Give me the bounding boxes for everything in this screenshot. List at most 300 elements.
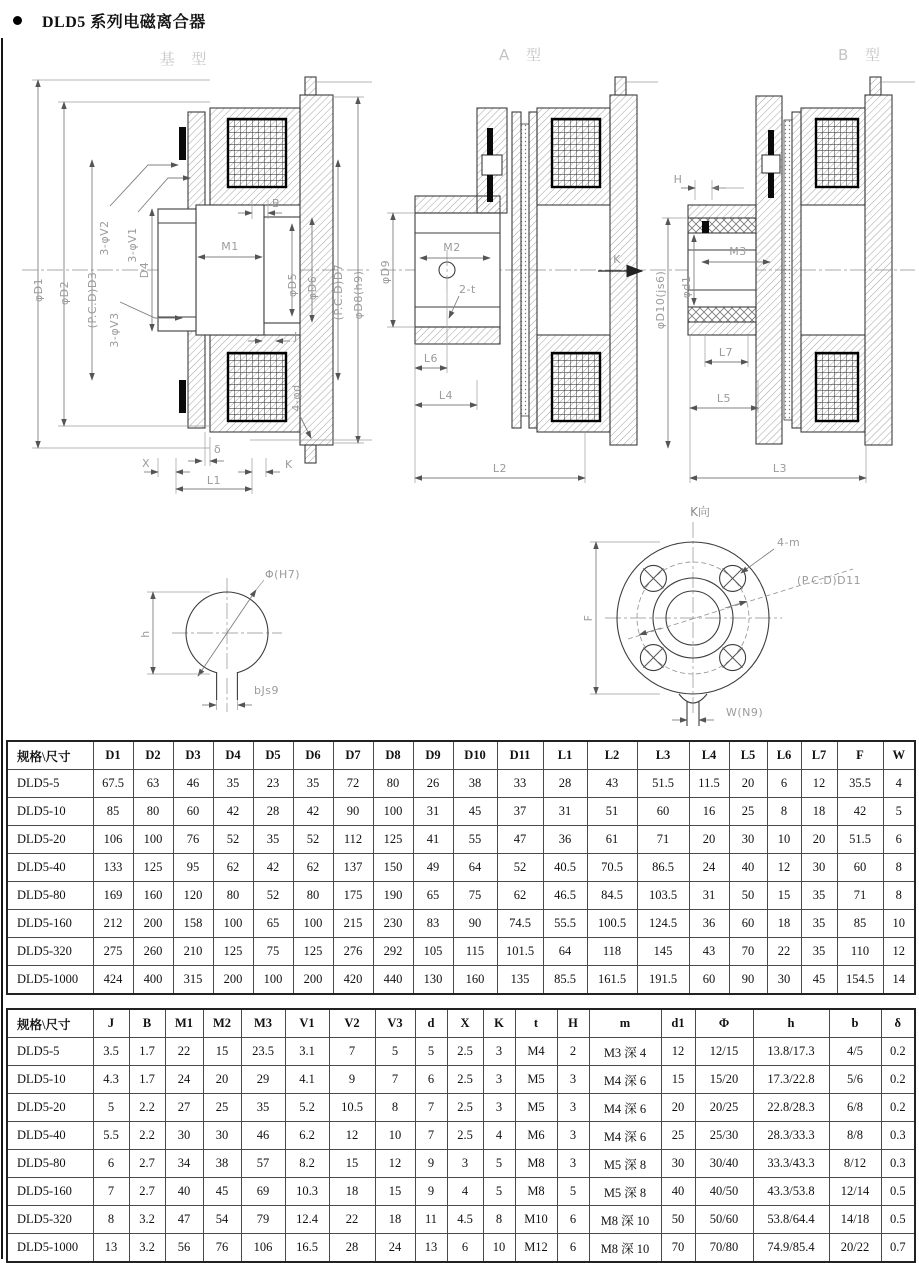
value-cell: 55.5 bbox=[543, 910, 587, 938]
value-cell: 8 bbox=[883, 882, 915, 910]
value-cell: 25 bbox=[729, 798, 767, 826]
header-cell: K bbox=[483, 1009, 515, 1038]
value-cell: 158 bbox=[173, 910, 213, 938]
value-cell: 6 bbox=[557, 1206, 589, 1234]
dim-label-phiD8: φD8(h9) bbox=[352, 270, 365, 320]
header-cell: B bbox=[129, 1009, 165, 1038]
dim-label-phiD6: φD6 bbox=[306, 275, 319, 301]
value-cell: 160 bbox=[133, 882, 173, 910]
value-cell: 42 bbox=[837, 798, 883, 826]
value-cell: 118 bbox=[587, 938, 637, 966]
value-cell: 6 bbox=[415, 1066, 447, 1094]
value-cell: 3.2 bbox=[129, 1234, 165, 1263]
value-cell: 30 bbox=[729, 826, 767, 854]
value-cell: 100 bbox=[213, 910, 253, 938]
table-row bbox=[7, 910, 915, 938]
spec-cell: DLD5-20 bbox=[7, 1094, 93, 1122]
table-row bbox=[7, 1150, 915, 1178]
value-cell: 4.1 bbox=[285, 1066, 329, 1094]
header-cell: D6 bbox=[293, 741, 333, 770]
header-cell: d1 bbox=[661, 1009, 695, 1038]
spec-cell: DLD5-80 bbox=[7, 882, 93, 910]
value-cell: 85 bbox=[93, 798, 133, 826]
value-cell: 51.5 bbox=[837, 826, 883, 854]
value-cell: 80 bbox=[133, 798, 173, 826]
value-cell: 62 bbox=[497, 882, 543, 910]
value-cell: 49 bbox=[413, 854, 453, 882]
value-cell: 40 bbox=[165, 1178, 203, 1206]
value-cell: 60 bbox=[173, 798, 213, 826]
value-cell: 106 bbox=[93, 826, 133, 854]
dim-label-k: K bbox=[285, 458, 293, 471]
value-cell: 23.5 bbox=[241, 1038, 285, 1066]
value-cell: 6 bbox=[557, 1234, 589, 1263]
value-cell: M12 bbox=[515, 1234, 557, 1263]
spec-cell: DLD5-1000 bbox=[7, 1234, 93, 1263]
value-cell: 13.8/17.3 bbox=[753, 1038, 829, 1066]
header-cell: t bbox=[515, 1009, 557, 1038]
spec-cell: DLD5-160 bbox=[7, 1178, 93, 1206]
value-cell: 35.5 bbox=[837, 770, 883, 798]
value-cell: 15/20 bbox=[695, 1066, 753, 1094]
value-cell: 38 bbox=[203, 1150, 241, 1178]
table-row bbox=[7, 1206, 915, 1234]
value-cell: 5 bbox=[93, 1094, 129, 1122]
value-cell: 3 bbox=[447, 1150, 483, 1178]
value-cell: M8 bbox=[515, 1178, 557, 1206]
value-cell: 0.5 bbox=[881, 1206, 915, 1234]
a-type-caption: A 型 bbox=[498, 46, 548, 64]
value-cell: 4.5 bbox=[447, 1206, 483, 1234]
value-cell: 25 bbox=[661, 1122, 695, 1150]
a-rotor-arm bbox=[477, 108, 507, 213]
dim-label-wN9: W(N9) bbox=[726, 706, 764, 719]
value-cell: 22 bbox=[165, 1038, 203, 1066]
value-cell: 7 bbox=[329, 1038, 375, 1066]
value-cell: 31 bbox=[543, 798, 587, 826]
value-cell: 125 bbox=[213, 938, 253, 966]
value-cell: 28 bbox=[329, 1234, 375, 1263]
value-cell: 33.3/43.3 bbox=[753, 1150, 829, 1178]
value-cell: 100.5 bbox=[587, 910, 637, 938]
value-cell: 40/50 bbox=[695, 1178, 753, 1206]
value-cell: 35 bbox=[801, 882, 837, 910]
dim-label-pcdD7: (P.C.D)D7 bbox=[332, 263, 345, 321]
value-cell: 5.2 bbox=[285, 1094, 329, 1122]
value-cell: 67.5 bbox=[93, 770, 133, 798]
header-cell: D1 bbox=[93, 741, 133, 770]
value-cell: 0.3 bbox=[881, 1122, 915, 1150]
value-cell: 150 bbox=[373, 854, 413, 882]
value-cell: 14/18 bbox=[829, 1206, 881, 1234]
value-cell: 15 bbox=[203, 1038, 241, 1066]
header-cell: M1 bbox=[165, 1009, 203, 1038]
value-cell: 210 bbox=[173, 938, 213, 966]
value-cell: 45 bbox=[203, 1178, 241, 1206]
table-row bbox=[7, 1038, 915, 1066]
value-cell: 424 bbox=[93, 966, 133, 995]
dim-label-k-arrow: K bbox=[613, 253, 621, 266]
value-cell: 90 bbox=[453, 910, 497, 938]
value-cell: 2.5 bbox=[447, 1094, 483, 1122]
value-cell: 24 bbox=[375, 1234, 415, 1263]
value-cell: 18 bbox=[801, 798, 837, 826]
value-cell: 43 bbox=[587, 770, 637, 798]
dim-label-phiD10: φD10(js6) bbox=[654, 270, 667, 330]
value-cell: 75 bbox=[453, 882, 497, 910]
value-cell: 31 bbox=[413, 798, 453, 826]
header-cell: D7 bbox=[333, 741, 373, 770]
value-cell: 80 bbox=[373, 770, 413, 798]
value-cell: 46 bbox=[241, 1122, 285, 1150]
value-cell: 5 bbox=[375, 1038, 415, 1066]
value-cell: 80 bbox=[293, 882, 333, 910]
value-cell: 2 bbox=[557, 1038, 589, 1066]
value-cell: 4 bbox=[447, 1178, 483, 1206]
value-cell: M5 bbox=[515, 1094, 557, 1122]
value-cell: 3 bbox=[557, 1094, 589, 1122]
value-cell: 51.5 bbox=[637, 770, 689, 798]
value-cell: 7 bbox=[375, 1066, 415, 1094]
dim-label-phiD2: φD2 bbox=[58, 280, 71, 306]
value-cell: 8 bbox=[483, 1206, 515, 1234]
dim-label-4m: 4-m bbox=[777, 536, 801, 549]
value-cell: 8/12 bbox=[829, 1150, 881, 1178]
spec-cell: DLD5-20 bbox=[7, 826, 93, 854]
header-cell: D8 bbox=[373, 741, 413, 770]
header-cell: M3 bbox=[241, 1009, 285, 1038]
value-cell: 12 bbox=[801, 770, 837, 798]
value-cell: 124.5 bbox=[637, 910, 689, 938]
value-cell: 2.2 bbox=[129, 1122, 165, 1150]
value-cell: 24 bbox=[165, 1066, 203, 1094]
base-type-caption: 基 型 bbox=[159, 50, 213, 68]
value-cell: 29 bbox=[241, 1066, 285, 1094]
value-cell: 40.5 bbox=[543, 854, 587, 882]
dim-label-l3: L3 bbox=[772, 462, 788, 475]
value-cell: 5 bbox=[415, 1038, 447, 1066]
value-cell: 28 bbox=[543, 770, 587, 798]
value-cell: 8 bbox=[883, 854, 915, 882]
value-cell: 10 bbox=[883, 910, 915, 938]
keyway-detail-drawing bbox=[139, 568, 300, 712]
dim-label-v1: 3-φV1 bbox=[126, 227, 139, 263]
header-cell: L5 bbox=[729, 741, 767, 770]
value-cell: 40 bbox=[661, 1178, 695, 1206]
value-cell: 9 bbox=[415, 1150, 447, 1178]
value-cell: 13 bbox=[415, 1234, 447, 1263]
value-cell: 3 bbox=[483, 1066, 515, 1094]
value-cell: 45 bbox=[453, 798, 497, 826]
value-cell: 42 bbox=[213, 798, 253, 826]
value-cell: 20 bbox=[661, 1094, 695, 1122]
value-cell: 145 bbox=[637, 938, 689, 966]
value-cell: M5 深 8 bbox=[589, 1150, 661, 1178]
value-cell: 84.5 bbox=[587, 882, 637, 910]
value-cell: 20 bbox=[689, 826, 729, 854]
dim-label-b: B bbox=[272, 197, 281, 210]
value-cell: 2.5 bbox=[447, 1122, 483, 1150]
header-cell: W bbox=[883, 741, 915, 770]
value-cell: 169 bbox=[93, 882, 133, 910]
page-title: DLD5 系列电磁离合器 bbox=[42, 14, 206, 31]
value-cell: 50 bbox=[729, 882, 767, 910]
value-cell: 14 bbox=[883, 966, 915, 995]
a-coil-housing bbox=[537, 77, 658, 445]
dim-label-f: F bbox=[582, 614, 595, 622]
table-row bbox=[7, 798, 915, 826]
value-cell: 292 bbox=[373, 938, 413, 966]
value-cell: 5 bbox=[483, 1150, 515, 1178]
value-cell: 13 bbox=[93, 1234, 129, 1263]
dim-label-2t: 2-t bbox=[459, 283, 476, 296]
value-cell: 15 bbox=[375, 1178, 415, 1206]
value-cell: 36 bbox=[689, 910, 729, 938]
table-row bbox=[7, 882, 915, 910]
value-cell: 56 bbox=[165, 1234, 203, 1263]
value-cell: 7 bbox=[415, 1122, 447, 1150]
value-cell: 10 bbox=[483, 1234, 515, 1263]
value-cell: 2.2 bbox=[129, 1094, 165, 1122]
value-cell: 17.3/22.8 bbox=[753, 1066, 829, 1094]
value-cell: 5 bbox=[483, 1178, 515, 1206]
value-cell: 35 bbox=[801, 910, 837, 938]
value-cell: 133 bbox=[93, 854, 133, 882]
value-cell: M5 深 8 bbox=[589, 1178, 661, 1206]
value-cell: 16.5 bbox=[285, 1234, 329, 1263]
value-cell: 71 bbox=[637, 826, 689, 854]
value-cell: 135 bbox=[497, 966, 543, 995]
value-cell: M8 bbox=[515, 1150, 557, 1178]
spec-cell: DLD5-5 bbox=[7, 1038, 93, 1066]
k-view-caption: K向 bbox=[690, 505, 710, 519]
dim-label-delta: δ bbox=[214, 443, 222, 456]
value-cell: 35 bbox=[241, 1094, 285, 1122]
value-cell: 26 bbox=[413, 770, 453, 798]
value-cell: 200 bbox=[213, 966, 253, 995]
spec-cell: DLD5-10 bbox=[7, 1066, 93, 1094]
value-cell: 20 bbox=[801, 826, 837, 854]
value-cell: 5/6 bbox=[829, 1066, 881, 1094]
value-cell: 230 bbox=[373, 910, 413, 938]
value-cell: 63 bbox=[133, 770, 173, 798]
value-cell: 9 bbox=[329, 1066, 375, 1094]
value-cell: 83 bbox=[413, 910, 453, 938]
value-cell: 40 bbox=[729, 854, 767, 882]
bolt-hole bbox=[720, 565, 746, 591]
value-cell: 161.5 bbox=[587, 966, 637, 995]
value-cell: 276 bbox=[333, 938, 373, 966]
spec-cell: DLD5-160 bbox=[7, 910, 93, 938]
value-cell: 52 bbox=[497, 854, 543, 882]
header-cell: D2 bbox=[133, 741, 173, 770]
value-cell: M4 深 6 bbox=[589, 1066, 661, 1094]
value-cell: 70/80 bbox=[695, 1234, 753, 1263]
dim-label-x: X bbox=[141, 457, 151, 470]
value-cell: 2.7 bbox=[129, 1178, 165, 1206]
value-cell: 95 bbox=[173, 854, 213, 882]
value-cell: 30/40 bbox=[695, 1150, 753, 1178]
b-disc-stack bbox=[756, 96, 801, 444]
value-cell: 46 bbox=[173, 770, 213, 798]
table-row bbox=[7, 1234, 915, 1263]
value-cell: 70 bbox=[729, 938, 767, 966]
value-cell: 42 bbox=[293, 798, 333, 826]
value-cell: 120 bbox=[173, 882, 213, 910]
header-cell: M2 bbox=[203, 1009, 241, 1038]
value-cell: 160 bbox=[453, 966, 497, 995]
value-cell: 60 bbox=[729, 910, 767, 938]
dim-label-m3: M3 bbox=[729, 245, 747, 258]
value-cell: 71 bbox=[837, 882, 883, 910]
value-cell: 215 bbox=[333, 910, 373, 938]
value-cell: M8 深 10 bbox=[589, 1206, 661, 1234]
value-cell: 38 bbox=[453, 770, 497, 798]
dim-label-phid: 4-φd bbox=[290, 384, 303, 412]
header-cell: b bbox=[829, 1009, 881, 1038]
value-cell: 52 bbox=[253, 882, 293, 910]
value-cell: 103.5 bbox=[637, 882, 689, 910]
spec-cell: DLD5-320 bbox=[7, 938, 93, 966]
header-cell: V2 bbox=[329, 1009, 375, 1038]
value-cell: 47 bbox=[497, 826, 543, 854]
value-cell: 54 bbox=[203, 1206, 241, 1234]
header-cell: X bbox=[447, 1009, 483, 1038]
value-cell: 3 bbox=[557, 1066, 589, 1094]
header-cell: 规格\尺寸 bbox=[7, 741, 93, 770]
value-cell: 101.5 bbox=[497, 938, 543, 966]
table-row bbox=[7, 1122, 915, 1150]
value-cell: 50 bbox=[661, 1206, 695, 1234]
value-cell: 420 bbox=[333, 966, 373, 995]
value-cell: 12 bbox=[767, 854, 801, 882]
value-cell: 8 bbox=[767, 798, 801, 826]
table-row bbox=[7, 1066, 915, 1094]
value-cell: 115 bbox=[453, 938, 497, 966]
value-cell: 125 bbox=[293, 938, 333, 966]
dim-label-l6: L6 bbox=[423, 352, 439, 365]
spec-cell: DLD5-40 bbox=[7, 854, 93, 882]
header-cell: 规格\尺寸 bbox=[7, 1009, 93, 1038]
value-cell: 130 bbox=[413, 966, 453, 995]
value-cell: 22 bbox=[767, 938, 801, 966]
value-cell: 0.2 bbox=[881, 1066, 915, 1094]
header-cell: h bbox=[753, 1009, 829, 1038]
table-row bbox=[7, 826, 915, 854]
header-cell: L1 bbox=[543, 741, 587, 770]
value-cell: 52 bbox=[293, 826, 333, 854]
value-cell: 76 bbox=[203, 1234, 241, 1263]
header-cell: Φ bbox=[695, 1009, 753, 1038]
value-cell: 3 bbox=[483, 1094, 515, 1122]
value-cell: 2.7 bbox=[129, 1150, 165, 1178]
value-cell: 28 bbox=[253, 798, 293, 826]
value-cell: 440 bbox=[373, 966, 413, 995]
dim-label-h-key: h bbox=[139, 630, 152, 638]
dim-label-l1: L1 bbox=[206, 474, 222, 487]
value-cell: 27 bbox=[165, 1094, 203, 1122]
value-cell: 18 bbox=[375, 1206, 415, 1234]
value-cell: M4 bbox=[515, 1038, 557, 1066]
dim-label-pcdD3: (P.C.D)D3 bbox=[86, 271, 99, 329]
value-cell: 75 bbox=[253, 938, 293, 966]
value-cell: 16 bbox=[689, 798, 729, 826]
value-cell: 74.5 bbox=[497, 910, 543, 938]
table-row bbox=[7, 1094, 915, 1122]
value-cell: 25/30 bbox=[695, 1122, 753, 1150]
header-cell: δ bbox=[881, 1009, 915, 1038]
value-cell: 200 bbox=[133, 910, 173, 938]
spec-cell: DLD5-80 bbox=[7, 1150, 93, 1178]
value-cell: 12/15 bbox=[695, 1038, 753, 1066]
value-cell: 0.5 bbox=[881, 1178, 915, 1206]
value-cell: 106 bbox=[241, 1234, 285, 1263]
value-cell: 12 bbox=[661, 1038, 695, 1066]
value-cell: 20/25 bbox=[695, 1094, 753, 1122]
dim-label-l5: L5 bbox=[716, 392, 732, 405]
value-cell: 90 bbox=[729, 966, 767, 995]
value-cell: 30 bbox=[165, 1122, 203, 1150]
value-cell: 200 bbox=[293, 966, 333, 995]
header-cell: L6 bbox=[767, 741, 801, 770]
table-row bbox=[7, 966, 915, 995]
value-cell: 3.1 bbox=[285, 1038, 329, 1066]
spec-cell: DLD5-10 bbox=[7, 798, 93, 826]
value-cell: 76 bbox=[173, 826, 213, 854]
value-cell: 12 bbox=[329, 1122, 375, 1150]
value-cell: 4 bbox=[483, 1122, 515, 1150]
value-cell: 0.7 bbox=[881, 1234, 915, 1263]
header-cell: D11 bbox=[497, 741, 543, 770]
value-cell: M10 bbox=[515, 1206, 557, 1234]
value-cell: 100 bbox=[293, 910, 333, 938]
value-cell: 64 bbox=[543, 938, 587, 966]
bolt-hole bbox=[640, 565, 666, 591]
value-cell: 18 bbox=[767, 910, 801, 938]
value-cell: 30 bbox=[767, 966, 801, 995]
value-cell: 24 bbox=[689, 854, 729, 882]
value-cell: 20/22 bbox=[829, 1234, 881, 1263]
value-cell: 275 bbox=[93, 938, 133, 966]
value-cell: 12/14 bbox=[829, 1178, 881, 1206]
value-cell: 5 bbox=[883, 798, 915, 826]
value-cell: 15 bbox=[661, 1066, 695, 1094]
header-cell: V1 bbox=[285, 1009, 329, 1038]
value-cell: 3 bbox=[557, 1150, 589, 1178]
value-cell: 80 bbox=[213, 882, 253, 910]
value-cell: 28.3/33.3 bbox=[753, 1122, 829, 1150]
value-cell: 45 bbox=[801, 966, 837, 995]
value-cell: 6 bbox=[767, 770, 801, 798]
header-cell: H bbox=[557, 1009, 589, 1038]
dim-label-phiD9: φD9 bbox=[379, 259, 392, 285]
value-cell: 0.3 bbox=[881, 1150, 915, 1178]
value-cell: 34 bbox=[165, 1150, 203, 1178]
value-cell: 60 bbox=[689, 966, 729, 995]
a-disc-stack bbox=[512, 112, 537, 428]
spec-cell: DLD5-5 bbox=[7, 770, 93, 798]
value-cell: 0.2 bbox=[881, 1038, 915, 1066]
value-cell: 61 bbox=[587, 826, 637, 854]
header-cell: m bbox=[589, 1009, 661, 1038]
value-cell: 125 bbox=[133, 854, 173, 882]
value-cell: 85 bbox=[837, 910, 883, 938]
value-cell: 10 bbox=[767, 826, 801, 854]
value-cell: 37 bbox=[497, 798, 543, 826]
header-cell: L7 bbox=[801, 741, 837, 770]
value-cell: 8.2 bbox=[285, 1150, 329, 1178]
value-cell: 3 bbox=[557, 1122, 589, 1150]
